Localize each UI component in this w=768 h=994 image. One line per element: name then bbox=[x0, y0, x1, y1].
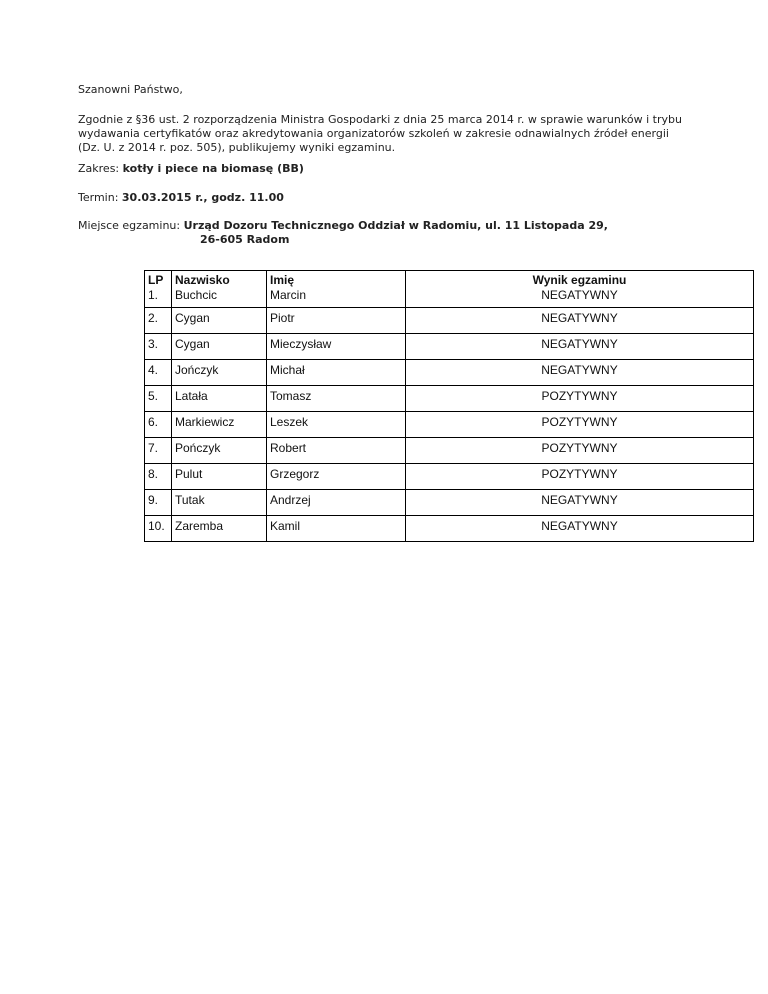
surname-cell bbox=[172, 271, 267, 308]
cell-result: POZYTYWNY bbox=[406, 464, 754, 490]
cell-surname: Cygan bbox=[172, 334, 267, 360]
result-cell bbox=[406, 271, 754, 308]
table-row bbox=[145, 490, 754, 516]
cell-lp: 1. bbox=[148, 288, 159, 302]
header-lp: LP bbox=[148, 273, 164, 287]
table-row-first bbox=[145, 271, 754, 308]
table-row bbox=[145, 464, 754, 490]
cell-result: NEGATYWNY bbox=[541, 288, 618, 302]
name-cell bbox=[267, 271, 406, 308]
cell-surname: Cygan bbox=[172, 308, 267, 334]
cell-lp: 3. bbox=[145, 334, 172, 360]
intro-paragraph: Zgodnie z §36 ust. 2 rozporządzenia Ministra Gospodarki z dnia 25 marca 2014 r. w sprawie warunków i trybu wydawania certyfikatów oraz akredytowania organizatorów szkoleń w zakresie odnawialnych źródeł energii (Dz. U. z 2014 r. poz. 505), publikujemy wyniki egzaminu. bbox=[78, 113, 682, 154]
cell-name: Leszek bbox=[267, 412, 406, 438]
cell-name: Grzegorz bbox=[267, 464, 406, 490]
table-row bbox=[145, 516, 754, 542]
cell-name: Marcin bbox=[270, 288, 307, 302]
scope-label: Zakres: bbox=[78, 162, 120, 175]
cell-result: POZYTYWNY bbox=[406, 412, 754, 438]
scope-value: kotły i piece na biomasę (BB) bbox=[122, 162, 304, 175]
place-value-line2: 26-605 Radom bbox=[200, 233, 290, 246]
place-value-line1: Urząd Dozoru Technicznego Oddział w Radomiu, ul. 11 Listopada 29, bbox=[183, 219, 608, 232]
table-row bbox=[145, 334, 754, 360]
table-row bbox=[145, 412, 754, 438]
cell-lp: 9. bbox=[145, 490, 172, 516]
cell-lp: 6. bbox=[145, 412, 172, 438]
cell-lp: 5. bbox=[145, 386, 172, 412]
cell-lp: 10. bbox=[145, 516, 172, 542]
cell-surname: Latała bbox=[172, 386, 267, 412]
cell-name: Andrzej bbox=[267, 490, 406, 516]
cell-result: NEGATYWNY bbox=[406, 490, 754, 516]
cell-name: Robert bbox=[267, 438, 406, 464]
cell-surname: Pończyk bbox=[172, 438, 267, 464]
cell-name: Mieczysław bbox=[267, 334, 406, 360]
lp-cell bbox=[145, 271, 172, 308]
table-row bbox=[145, 386, 754, 412]
cell-result: NEGATYWNY bbox=[406, 334, 754, 360]
place-label: Miejsce egzaminu: bbox=[78, 219, 181, 232]
scope-line bbox=[78, 162, 688, 176]
cell-surname: Markiewicz bbox=[172, 412, 267, 438]
cell-lp: 7. bbox=[145, 438, 172, 464]
cell-surname: Zaremba bbox=[172, 516, 267, 542]
greeting: Szanowni Państwo, bbox=[78, 83, 183, 96]
date-line bbox=[78, 191, 688, 205]
cell-lp: 2. bbox=[145, 308, 172, 334]
header-name: Imię bbox=[270, 273, 295, 287]
date-label: Termin: bbox=[78, 191, 119, 204]
cell-surname: Tutak bbox=[172, 490, 267, 516]
place-line bbox=[78, 219, 688, 247]
cell-result: POZYTYWNY bbox=[406, 438, 754, 464]
cell-surname: Pulut bbox=[172, 464, 267, 490]
results-table bbox=[144, 270, 754, 542]
cell-lp: 8. bbox=[145, 464, 172, 490]
cell-name: Tomasz bbox=[267, 386, 406, 412]
table-row bbox=[145, 360, 754, 386]
cell-surname: Jończyk bbox=[172, 360, 267, 386]
table-row bbox=[145, 438, 754, 464]
cell-lp: 4. bbox=[145, 360, 172, 386]
cell-name: Michał bbox=[267, 360, 406, 386]
cell-result: NEGATYWNY bbox=[406, 516, 754, 542]
cell-name: Kamil bbox=[267, 516, 406, 542]
cell-result: NEGATYWNY bbox=[406, 360, 754, 386]
cell-result: NEGATYWNY bbox=[406, 308, 754, 334]
date-value: 30.03.2015 r., godz. 11.00 bbox=[121, 191, 284, 204]
cell-surname: Buchcic bbox=[175, 288, 218, 302]
header-surname: Nazwisko bbox=[175, 273, 230, 287]
cell-result: POZYTYWNY bbox=[406, 386, 754, 412]
table-row bbox=[145, 308, 754, 334]
header-result: Wynik egzaminu bbox=[532, 273, 627, 287]
cell-name: Piotr bbox=[267, 308, 406, 334]
